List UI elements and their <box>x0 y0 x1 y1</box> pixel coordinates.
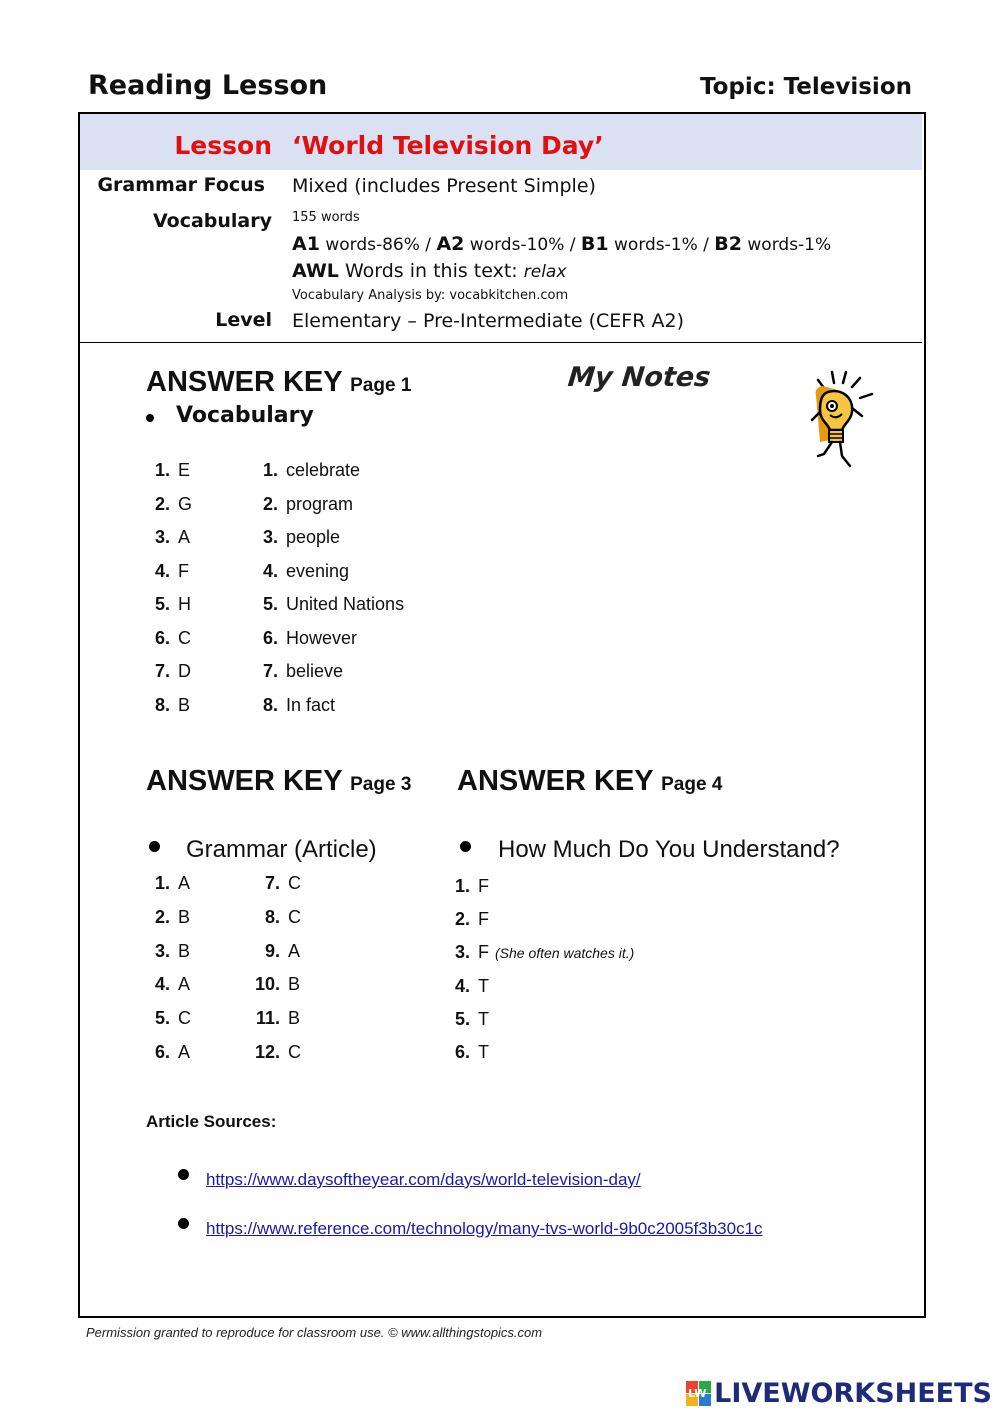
footer-permission: Permission granted to reproduce for classroom use. © www.allthingstopics.com <box>86 1325 543 1340</box>
answer-row <box>150 1042 191 1076</box>
answer-number: 11. <box>255 1008 280 1029</box>
answer-key-page3-heading <box>146 765 411 798</box>
answer-value: E <box>178 460 191 480</box>
a1-text: words-86% / <box>319 235 437 255</box>
answer-number: 5. <box>154 1008 170 1029</box>
answer-key-page: Page 4 <box>661 774 723 795</box>
answer-number: 7. <box>264 873 280 893</box>
answer-row <box>450 909 634 942</box>
answer-value: In fact <box>286 694 336 715</box>
answer-row <box>450 1042 634 1075</box>
grammar-value: Mixed (includes Present Simple) <box>292 175 596 197</box>
answer-value: A <box>178 873 191 893</box>
source-link-1[interactable]: https://www.daysoftheyear.com/days/world-television-day/ <box>206 1170 641 1189</box>
answer-number: 7. <box>262 661 278 681</box>
answer-value: B <box>288 1008 301 1029</box>
liveworksheets-brand[interactable] <box>686 1378 992 1409</box>
awl-text: Words in this text: <box>338 260 524 282</box>
answer-value: T <box>478 1008 489 1029</box>
answer-number: 1. <box>154 873 170 893</box>
answer-value: G <box>178 493 193 514</box>
answer-number: 4. <box>154 974 170 995</box>
understanding-subtitle: How Much Do You Understand? <box>498 836 840 863</box>
sources-title: Article Sources: <box>146 1112 277 1131</box>
answer-number: 6. <box>454 1041 470 1062</box>
answer-value: B <box>178 940 191 961</box>
answer-value: A <box>178 527 191 547</box>
answer-number: 2. <box>154 493 170 514</box>
answer-value: program <box>286 493 354 514</box>
section-divider <box>80 342 922 343</box>
answer-number: 3. <box>154 527 170 547</box>
answer-value: D <box>178 661 191 681</box>
answer-value: T <box>478 1041 489 1062</box>
level-value: Elementary – Pre-Intermediate (CEFR A2) <box>292 310 684 332</box>
answer-row <box>150 494 192 528</box>
answer-number: 2. <box>154 906 170 927</box>
bullet-icon <box>178 1218 189 1229</box>
answer-value: celebrate <box>286 460 361 480</box>
answer-number: 3. <box>262 527 278 547</box>
answer-key-page1-heading <box>146 366 411 399</box>
answer-number: 5. <box>454 1008 470 1029</box>
answer-number: 12. <box>254 1041 280 1062</box>
answer-key-page4-heading <box>457 765 722 798</box>
answer-number: 8. <box>264 906 280 927</box>
grammar-answers-left <box>150 873 191 1076</box>
answer-value: F <box>178 560 189 581</box>
answer-number: 3. <box>154 940 170 961</box>
answer-number: 6. <box>154 627 170 648</box>
answer-value: evening <box>286 560 350 581</box>
answer-key-page: Page 3 <box>350 774 412 795</box>
bullet-icon <box>460 841 471 852</box>
source-link-2[interactable]: https://www.reference.com/technology/many-tvs-world-9b0c2005f3b30c1c <box>206 1219 763 1238</box>
awl-line <box>292 260 566 282</box>
b1-text: words-1% / <box>608 235 715 255</box>
answer-row <box>258 527 404 561</box>
answer-number: 9. <box>264 940 280 961</box>
level-label: Level <box>215 309 272 331</box>
lightbulb-character-icon <box>808 368 880 472</box>
answer-row <box>258 661 404 695</box>
answer-row <box>258 460 404 494</box>
b2-text: words-1% <box>742 235 832 255</box>
answer-row <box>150 873 191 907</box>
a2-text: words-10% / <box>464 235 581 255</box>
liveworksheets-logo-icon <box>686 1381 712 1407</box>
answer-row <box>150 561 192 595</box>
answer-value: F <box>478 942 489 963</box>
grammar-subtitle: Grammar (Article) <box>186 836 377 863</box>
answer-row <box>150 695 192 729</box>
bullet-icon <box>178 1169 189 1180</box>
grammar-answers-right <box>252 873 301 1076</box>
answer-number: 7. <box>154 661 170 681</box>
answer-value: F <box>478 876 489 896</box>
answer-value: C <box>288 873 301 893</box>
answer-row <box>258 628 404 662</box>
lesson-title: ‘World Television Day’ <box>292 131 604 160</box>
vocabulary-subtitle: Vocabulary <box>176 403 314 428</box>
answer-key-title: ANSWER KEY <box>146 366 343 398</box>
answer-key-title: ANSWER KEY <box>146 765 343 797</box>
answer-value: T <box>478 975 489 996</box>
a1-label: A1 <box>292 233 320 255</box>
answer-value: C <box>288 1041 301 1062</box>
answer-number: 1. <box>154 460 170 480</box>
vocab-answers-right <box>258 460 404 728</box>
lesson-label: Lesson <box>174 131 272 160</box>
answer-row <box>252 1008 301 1042</box>
answer-row <box>150 941 191 975</box>
answer-row <box>258 494 404 528</box>
grammar-label: Grammar Focus <box>97 174 265 196</box>
answer-number: 1. <box>454 876 470 896</box>
answer-row <box>252 941 301 975</box>
a2-label: A2 <box>436 233 465 255</box>
understanding-answers <box>450 876 634 1075</box>
answer-value: A <box>288 940 301 961</box>
brand-name: LIVEWORKSHEETS <box>714 1378 992 1409</box>
answer-value: B <box>178 694 191 715</box>
answer-value: C <box>178 1008 191 1029</box>
awl-word: relax <box>523 262 567 282</box>
answer-value: people <box>286 527 341 547</box>
answer-row <box>150 661 192 695</box>
answer-number: 5. <box>154 594 170 614</box>
answer-row <box>150 527 192 561</box>
answer-row <box>252 907 301 941</box>
awl-label: AWL <box>292 260 339 282</box>
answer-row <box>258 561 404 595</box>
answer-row <box>450 976 634 1009</box>
answer-number: 5. <box>262 594 278 614</box>
header-topic: Topic: Television <box>700 74 912 100</box>
brand-lw: LW <box>688 1386 707 1400</box>
answer-number: 2. <box>262 493 278 514</box>
answer-value: C <box>288 906 301 927</box>
word-count: 155 words <box>292 210 360 225</box>
answer-number: 4. <box>154 560 170 581</box>
answer-key-page: Page 1 <box>350 375 412 396</box>
answer-value: B <box>288 974 301 995</box>
answer-number: 4. <box>454 975 470 996</box>
bullet-icon <box>149 841 160 852</box>
answer-key-title: ANSWER KEY <box>457 765 654 797</box>
header-title: Reading Lesson <box>88 70 328 101</box>
answer-row <box>258 594 404 628</box>
answer-value: B <box>178 906 191 927</box>
answer-row <box>150 974 191 1008</box>
answer-value: United Nations <box>286 594 405 614</box>
answer-number: 6. <box>262 627 278 648</box>
answer-value: C <box>178 627 191 648</box>
answer-number: 4. <box>262 560 278 581</box>
answer-value: F <box>478 909 489 930</box>
my-notes-title: My Notes <box>566 362 712 393</box>
bullet-icon <box>146 414 154 422</box>
answer-value: However <box>286 627 358 648</box>
answer-number: 2. <box>454 909 470 930</box>
b2-label: B2 <box>714 233 742 255</box>
answer-number: 1. <box>262 460 278 480</box>
answer-row <box>150 628 192 662</box>
answer-row <box>252 1042 301 1076</box>
answer-number: 6. <box>154 1041 170 1062</box>
answer-number: 3. <box>454 942 470 963</box>
answer-row <box>258 695 404 729</box>
answer-row <box>450 942 634 975</box>
answer-number: 8. <box>262 694 278 715</box>
answer-row <box>450 1009 634 1042</box>
answer-row <box>150 907 191 941</box>
answer-value: believe <box>286 661 344 681</box>
answer-row <box>150 460 192 494</box>
answer-value: A <box>178 974 191 995</box>
answer-value: H <box>178 594 191 614</box>
answer-value: A <box>178 1041 191 1062</box>
answer-row <box>450 876 634 909</box>
answer-number: 8. <box>154 694 170 715</box>
answer-number: 10. <box>254 974 280 995</box>
vocab-answers-left <box>150 460 192 728</box>
b1-label: B1 <box>580 233 609 255</box>
vocabulary-label: Vocabulary <box>152 210 272 232</box>
cefr-breakdown <box>292 233 831 255</box>
answer-row <box>252 873 301 907</box>
answer-note: (She often watches it.) <box>495 945 635 962</box>
answer-row <box>252 974 301 1008</box>
answer-row <box>150 1008 191 1042</box>
answer-row <box>150 594 192 628</box>
analysis-credit: Vocabulary Analysis by: vocabkitchen.com <box>292 288 569 303</box>
